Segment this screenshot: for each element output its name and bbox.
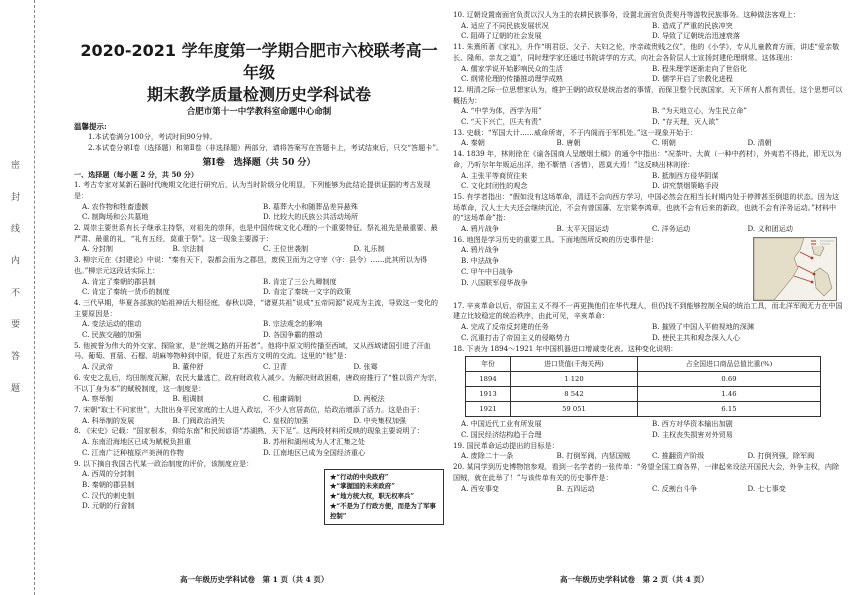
option: C. 制陶场和公共墓地 [82, 212, 149, 222]
option: A. 科举制的发展 [82, 415, 135, 425]
option: D. 中央集权加强 [353, 415, 407, 425]
question-1 [74, 180, 444, 223]
exam-title-line1: 2020-2021 学年度第一学期合肥市六校联考高一年级 [80, 41, 438, 82]
question-7 [74, 405, 444, 426]
option: A. 完成了反帝反封建的任务 [461, 322, 549, 332]
option: A. 西安事变 [461, 483, 500, 493]
option: D. 八国联军侵华战争 [461, 277, 528, 287]
option: C. 民族交融的加强 [82, 330, 142, 340]
question-15 [453, 192, 843, 235]
question-13 [453, 128, 843, 149]
option: A. 中国近代工业有所发展 [461, 419, 542, 429]
option: A. 变法运动的推动 [82, 319, 142, 329]
option: D. 义和团运动 [747, 224, 793, 234]
option: D. “存天理，灭人欲” [652, 117, 719, 127]
option: C. 文化封闭性的观念 [461, 181, 528, 191]
option: C. 反割台斗争 [652, 483, 698, 493]
option: B. 墓葬大小和随葬品差异悬殊 [263, 201, 358, 211]
option: A. 东南沿海地区已成为赋税负担重 [82, 437, 191, 447]
question-stem: 20. 某同学到历史博物馆参观，看到一名学者的一张传单：“务望全国工商各界，一律起来设法开国民大会，外争主权，内除国贼，就在此举了！”与该传单有关的历史事件是： [453, 462, 840, 482]
question-stem: 2. 周崇主要世系有长子继承主持祭，对祖先的崇拜，也是中国传统文化心理的一个重要特征。祭礼祖先是最重要、最严肃、最重的礼，“礼有五经，莫重于祭”。这一现象主要源于： [74, 223, 438, 243]
question-stem: 8. 《宋史》记载：“国家根本，仰给东南”和民间谚语“苏湖熟，天下足”。这两段材料所反映的现象主要说明了： [74, 426, 424, 436]
exam-title-line2: 期末教学质量检测历史学科试卷 [146, 85, 371, 104]
option: C. 明朝 [652, 138, 676, 148]
option: C. 汉代的刺史制 [82, 490, 135, 500]
tips-heading: 温馨提示: [74, 121, 107, 131]
table-cell: 1.46 [637, 387, 820, 402]
table-cell: 1913 [466, 387, 511, 402]
option: A. 适应了不同民族发展状况 [461, 20, 549, 30]
quote-line: ★“不是为了行政方便，而是为了军事控制” [330, 501, 436, 520]
option: A. 鸦片战争 [461, 245, 500, 255]
question-stem: 10. 辽朝设置南面官负责以汉人为主的农耕民族事务，设置北面官负责契丹等游牧民族事务。这种做法客观上： [453, 10, 800, 19]
option: D. 比较大的氏族公共活动场所 [263, 212, 359, 222]
option: B. 中法战争 [461, 256, 500, 266]
option: C. 沉重打击了帝国主义的侵略势力 [461, 332, 570, 342]
option: D. 儒学开启了宗教化进程 [652, 74, 733, 84]
option: B. 摧毁了中国人平俯视地的深渊 [652, 322, 754, 332]
question-20 [453, 462, 843, 494]
option: C. 卫青 [263, 362, 287, 372]
option: B. 西方对华资本输出加剧 [652, 419, 733, 429]
question-5 [74, 341, 444, 373]
option: D. 讲究禁烟策略手段 [652, 181, 719, 191]
option: C. 王位世袭制 [263, 244, 309, 254]
part-heading: 第Ⅰ卷 选择题（共 50 分） [202, 157, 316, 168]
question-8 [74, 426, 444, 458]
option: C. 洋务运动 [652, 224, 691, 234]
option: C. “天下兴亡，匹夫有责” [461, 117, 542, 127]
question-stem: 19. 国民革命运动提出的目标是： [453, 440, 559, 450]
table-cell: 6.15 [637, 402, 820, 417]
table-row [466, 402, 821, 417]
section-heading: 一、选择题（每小题 2 分，共 50 分） [74, 169, 198, 179]
option: D. 两税法 [353, 394, 385, 404]
quote-line: ★“行动的中央政府” [330, 472, 389, 481]
question-stem: 13. 史载：“军国大计……威命所寄，不于内阁而于军机处。”这一现象开始于： [453, 127, 698, 137]
option: A. 鸦片战争 [461, 224, 500, 234]
table-cell: 1894 [466, 372, 511, 387]
option: C. 国民经济结构趋于合理 [461, 429, 542, 439]
option: D. 元朝的行省制 [82, 501, 135, 511]
question-stem: 6. 安史之乱后，均田制度瓦解，农民大量逃亡，政府财政收入减少。为解决财政困难，唐政府推行了“惟以资产为宗，不以丁身为本”的赋税制度，这一制度是： [74, 372, 442, 393]
option: A. 察举制 [82, 394, 113, 404]
binding-text: 密 封 线 内 不 要 答 题 [9, 160, 19, 403]
question-stem: 15. 有学者指出：“假如没有这场革命，清廷不会向西方学习，中国必然会在相当长时期内处于停滞甚至倒退的状态。因为这场革命，汉人士大夫还会继续沉沦，不会有曾国藩、左宗棠李鸿章，也就不会有后来的新政，也就不会有洋务运动。”材料中的“这场革命”指： [453, 191, 840, 223]
question-2 [74, 223, 444, 255]
option: B. 造成了严重的民族冲突 [652, 20, 733, 30]
binding-margin [0, 0, 35, 595]
question-18 [453, 344, 843, 441]
table-cell: 1921 [466, 402, 511, 417]
question-stem: 16. 地图是学习历史的重要工具。下面地图所反映的历史事件是： [453, 234, 659, 244]
option: B. 租调制 [172, 394, 204, 404]
question-16 [453, 235, 843, 301]
table-header-row [466, 357, 821, 372]
historical-map-image [753, 237, 837, 301]
option: B. 抵制西方侵华阴谋 [652, 170, 719, 180]
option: D. 导致了辽朝统治迅速衰落 [652, 31, 740, 41]
question-stem: 4. 三代早期，华夏各部族的始祖神话大相径庭，春秋以降，“诸夏共祖”说成“五帝同源”说成为主流，导致这一变化的主要原因是： [74, 297, 439, 318]
option: B. 苏州和湖州成为人才汇集之处 [263, 437, 365, 447]
right-column [453, 10, 843, 494]
option: D. 张骞 [353, 362, 378, 372]
table-header-cell: 年份 [466, 357, 511, 372]
question-12 [453, 85, 843, 128]
map-graphic [754, 238, 836, 300]
quote-box [324, 469, 444, 526]
table-cell: 1 120 [511, 372, 638, 387]
question-3 [74, 255, 444, 298]
tip-item: 1.本试卷满分100分，考试时间90分钟。 [88, 132, 217, 142]
option: C. 租庸调制 [263, 394, 302, 404]
table-row [466, 387, 821, 402]
option: A. 西周的分封制 [82, 469, 135, 479]
table-header-cell: 进口货值(千海关两) [511, 357, 638, 372]
option: A. 分封制 [82, 244, 113, 254]
table-row [466, 372, 821, 387]
option: D. 礼乐制 [353, 244, 385, 254]
quote-line: ★“掌握国的未来政府” [330, 482, 395, 491]
option: D. 江南地区已成为全国经济重心 [263, 447, 366, 457]
option: A. 废除二十一条 [461, 451, 514, 461]
question-stem: 7. 宋朝“取士不问家世”，大批出身平民家庭的士人进入政坛，不少人官居高位，给政治增添了活力。这是由于： [74, 404, 424, 414]
option: D. 各国争霸的推动 [263, 330, 323, 340]
option: A. 主张平等商贸往来 [461, 170, 528, 180]
question-stem: 9. 以下摘自我国古代某一政治制度的评价，该制度应是： [74, 458, 254, 468]
exam-subtitle: 合肥市第十一中学教科室命题中心命制 [186, 107, 332, 117]
question-14 [453, 149, 843, 192]
question-stem: 18. 下表为 1894～1921 年中国机器进口增减变化表。这种变化说明： [453, 343, 678, 353]
question-stem: 17. 辛亥革命以后，帝国主义不得不一再更换他们在华代理人，但仍找不到能够控制全局的统治工具，而北洋军阀无力在中国建立比较稳定的统治秩序，由此可见，辛亥革命： [453, 300, 843, 321]
tip-item: 2.本试卷分第Ⅰ卷（选择题）和第Ⅱ卷（非选择题）两部分，请将答案写在答题卡上，考试结束后，只交“答题卡”。 [88, 143, 444, 153]
question-stem: 1. 考古专家对某新石器时代晚期文化进行研究后，认为当时阶级分化明显，下列能够为此结论提供证据的考古发现是： [74, 180, 431, 200]
question-stem: 3. 柳宗元在《封建论》中说：“秦有天下，裂都会而为之郡邑，废侯卫而为之守宰（守：县令）……此其所以为得也。”柳宗元这段话实际上： [74, 255, 428, 275]
option: B. 程朱理学逐渐走向了世俗化 [652, 63, 747, 73]
quote-line: ★“地方统大权，职无权率兵” [330, 492, 415, 501]
option: B. 秦朝的郡县制 [82, 479, 135, 489]
page-footer-left: 高一年级历史学科试卷 第 1 页（共 4 页） [180, 575, 329, 584]
question-19 [453, 441, 843, 462]
option: B. 打倒军阀，内惩国贼 [556, 451, 631, 461]
option: D. 主权丧失损害对外贸易 [652, 429, 733, 439]
option: D. 使民主共和观念深入人心 [652, 332, 740, 342]
import-table [465, 356, 821, 417]
option: D. 肯定了秦统一文字的政策 [263, 287, 351, 297]
option: B. 门阀政治消失 [172, 415, 225, 425]
table-cell: 0.69 [637, 372, 820, 387]
table-header-cell: 占全国进口商品总值比重(%) [637, 357, 820, 372]
option: B. 董仲舒 [172, 362, 204, 372]
option: A. 秦朝 [461, 138, 485, 148]
option: D. 七七事变 [747, 483, 786, 493]
option: B. 肯定了三公九卿制度 [263, 276, 337, 286]
option: A. 儒家学说开始影响民众的生活 [461, 63, 563, 73]
option: A. “中学为体，西学为用” [461, 106, 542, 116]
question-4 [74, 298, 444, 341]
option: C. 阻碍了辽朝的社会发展 [461, 31, 542, 41]
question-stem: 5. 他被誉为伟大的外交家、探险家，是“丝绸之路的开拓者”。他将中原文明传播至西域，又从西域诸国引进了汗血马、葡萄、苜蓿、石榴、胡麻等物种到中原，促进了东西方文明的交流。这里的“他”是： [74, 340, 431, 361]
question-stem: 14. 1839 年，林则徐在《谕各国商人呈缴烟土稿》的通令中指出：“况茶叶、大黄（一种中药材），外夷若不得此，即无以为命，乃听尔年年贩运出洋，绝不靳惜（吝惜），恩莫大焉！”这反映出林则徐： [453, 149, 842, 169]
option: C. 推翻资产阶级 [652, 451, 705, 461]
table-cell: 8 542 [511, 387, 638, 402]
option: D. 清朝 [747, 138, 772, 148]
table-cell: 59 051 [511, 402, 638, 417]
option: C. 皇权的加强 [263, 415, 309, 425]
option: D. 打倒列强，除军阀 [747, 451, 815, 461]
option: B. 五四运动 [556, 483, 595, 493]
question-9 [74, 458, 444, 520]
option: A. 汉武帝 [82, 362, 113, 372]
option: B. “为天地立心，为生民立命” [652, 106, 748, 116]
option: C. 肯定了秦统一货币的制度 [82, 287, 170, 297]
page-footer-right: 高一年级历史学科试卷 第 2 页（共 4 页） [560, 575, 709, 584]
option: A. 肯定了秦朝的郡县制 [82, 276, 156, 286]
question-10 [453, 10, 843, 42]
option: C. 江南广泛种植原产美洲的作物 [82, 447, 184, 457]
option: C. 甲午中日战争 [461, 266, 514, 276]
option: B. 太平天国运动 [556, 224, 609, 234]
option: B. 宗法制 [172, 244, 204, 254]
question-stem: 12. 明清之际一位思想家认为，维护王朝的政权是统治者的事情，而保卫整个民族国家，天下所有人都有责任，这个思想可以概括为： [453, 84, 843, 105]
question-stem: 11. 朱熹所著《家礼》，升作“明君臣、父子、夫妇之伦，序亲疏贵贱之仪”，他的《小学》，专从儿童教育方面，讲述“爱亲敬长、隆师、亲友之道”，同时理学家还通过书院讲学的方式，向社会各阶层人士宣扬封建伦理纲常。这体现出： [453, 42, 840, 62]
left-column [74, 40, 444, 520]
question-17 [453, 301, 843, 344]
question-6 [74, 373, 444, 405]
option: C. 纲常伦理的传播推动理学成熟 [461, 74, 563, 84]
option: B. 唐朝 [556, 138, 581, 148]
option: A. 农作物和牲畜遗骸 [82, 201, 149, 211]
question-11 [453, 42, 843, 85]
option: B. 宗法观念的影响 [263, 319, 323, 329]
